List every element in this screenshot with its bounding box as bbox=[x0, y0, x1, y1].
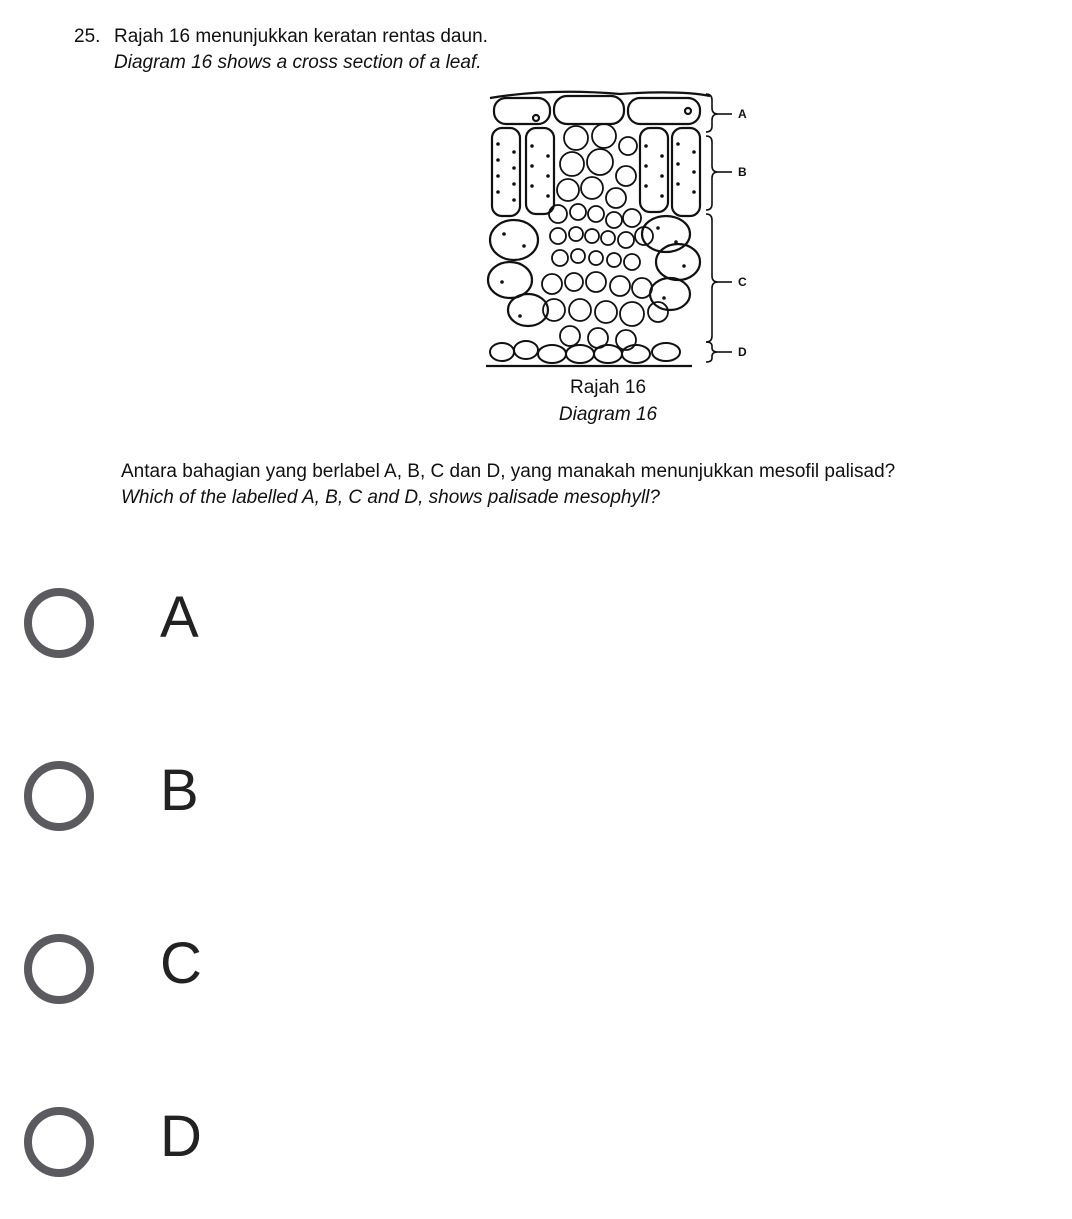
radio-button-b[interactable] bbox=[24, 761, 94, 831]
diagram-label-b: B bbox=[738, 165, 747, 179]
diagram-label-c: C bbox=[738, 275, 747, 289]
diagram-caption-malay: Rajah 16 bbox=[569, 377, 647, 398]
question-image bbox=[0, 0, 1072, 540]
question-prompt-malay: Antara bahagian yang berlabel A, B, C dan D, yang manakah menunjukkan mesofil palisad? bbox=[121, 461, 896, 482]
leaf-cross-section-diagram bbox=[480, 86, 780, 376]
question-number: 25. bbox=[74, 26, 101, 47]
option-c[interactable] bbox=[0, 916, 1072, 1036]
radio-button-c[interactable] bbox=[24, 934, 94, 1004]
diagram-caption-english: Diagram 16 bbox=[558, 404, 658, 425]
option-label-c: C bbox=[160, 931, 202, 996]
option-label-a: A bbox=[160, 585, 199, 650]
option-label-b: B bbox=[160, 758, 199, 823]
radio-button-d[interactable] bbox=[24, 1107, 94, 1177]
option-d[interactable] bbox=[0, 1089, 1072, 1209]
question-title-malay: Rajah 16 menunjukkan keratan rentas daun. bbox=[114, 26, 488, 47]
option-label-d: D bbox=[160, 1104, 202, 1169]
option-a[interactable] bbox=[0, 570, 1072, 690]
option-b[interactable] bbox=[0, 743, 1072, 863]
diagram-label-d: D bbox=[738, 345, 747, 359]
question-title-english: Diagram 16 shows a cross section of a leaf. bbox=[114, 52, 482, 73]
question-prompt-english: Which of the labelled A, B, C and D, shows palisade mesophyll? bbox=[121, 487, 660, 508]
diagram-label-a: A bbox=[738, 107, 747, 121]
radio-button-a[interactable] bbox=[24, 588, 94, 658]
